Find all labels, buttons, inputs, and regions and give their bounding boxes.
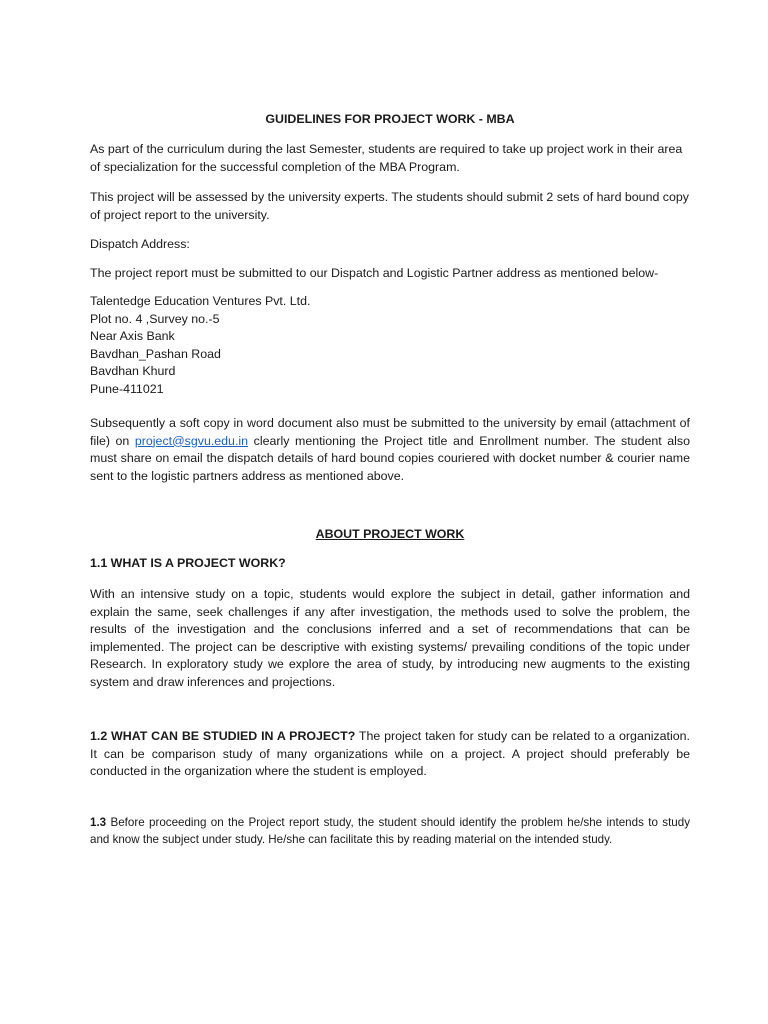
address-line: Bavdhan Khurd [90,364,176,379]
about-heading: ABOUT PROJECT WORK [315,527,465,541]
section-1-1-heading: 1.1 WHAT IS A PROJECT WORK? [90,556,286,570]
document-title: GUIDELINES FOR PROJECT WORK - MBA [265,112,515,126]
softcopy-text-after: clearly mentioning the Project title and Enrollment number. The student also must share on email the dispatch details of hard bound copies couriered with docket number & courier name sent to the logistic partners address as mentioned above. [90,433,690,483]
address-line: Pune-411021 [90,381,164,396]
dispatch-heading: Dispatch Address: [90,237,190,251]
address-line: Bavdhan_Pashan Road [90,346,221,361]
dispatch-address [90,293,690,399]
assessment-paragraph: This project will be assessed by the university experts. The students should submit 2 sets of hard bound copy of project report to the university. [90,190,689,222]
section-1-2-body: The project taken for study can be related to a organization. It can be comparison study of many organizations while on a project. A project should preferably be conducted in the organization where the student is employed. [90,729,690,779]
section-1-3-number: 1.3 [90,816,107,829]
section-1-3-body: Before proceeding on the Project report study, the student should identify the problem he/she intends to study and know the subject under study. He/she can facilitate this by reading material on the intended study. [90,816,690,846]
email-link[interactable]: project@sgvu.edu.in [134,433,249,448]
softcopy-paragraph [90,415,690,485]
address-line: Near Axis Bank [90,329,175,344]
intro-paragraph: As part of the curriculum during the last Semester, students are required to take up project work in their area of specialization for the successful completion of the MBA Program. [90,142,683,174]
address-line: Talentedge Education Ventures Pvt. Ltd. [90,294,311,308]
address-line: Plot no. 4 ,Survey no.-5 [90,311,220,326]
dispatch-intro: The project report must be submitted to our Dispatch and Logistic Partner address as mentioned below- [90,266,659,280]
section-1-2-paragraph [90,728,690,781]
section-1-2-heading: 1.2 WHAT CAN BE STUDIED IN A PROJECT? [90,729,356,743]
softcopy-text-before: Subsequently a soft copy in word document also must be submitted to the university by email (attachment of file) on [90,416,690,448]
section-1-3-paragraph [90,814,690,848]
section-1-1-body: With an intensive study on a topic, students would explore the subject in detail, gather information and explain the same, seek challenges if any after investigation, the methods used to solve the problem, the results of the investigation and the conclusions inferred and a set of recommendations that can be implemented. The project can be descriptive with existing systems/ prevailing conditions of the topic under Research. In exploratory study we explore the area of study, by introducing new augments to the existing system and draw inferences and projections. [90,587,690,689]
